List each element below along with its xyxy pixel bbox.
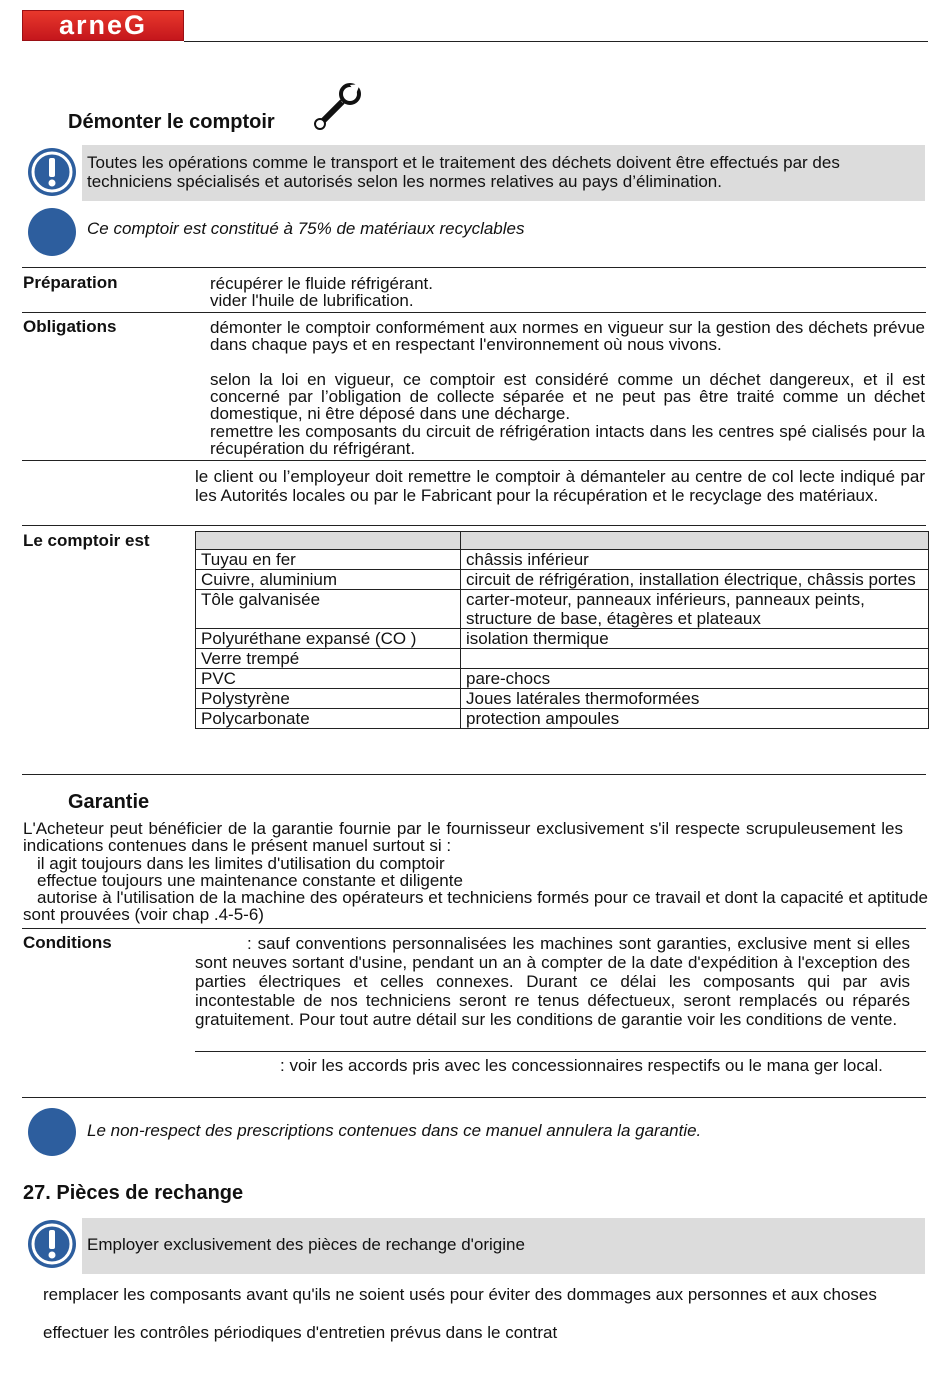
table-row bbox=[196, 649, 929, 669]
header-rule bbox=[184, 41, 928, 42]
preparation-line: vider l'huile de lubrification. bbox=[210, 291, 414, 310]
use-cell bbox=[461, 649, 929, 669]
warranty-void-note: Le non-respect des prescriptions contenues dans ce manuel annulera la garantie. bbox=[87, 1121, 702, 1140]
info-circle-icon bbox=[28, 1108, 76, 1156]
spare-parts-line: effectuer les contrôles périodiques d'entretien prévus dans le contrat bbox=[43, 1323, 558, 1342]
material-cell: Polycarbonate bbox=[196, 709, 461, 729]
table-row bbox=[196, 669, 929, 689]
dealers-text: : voir les accords pris avec les concessionnaires respectifs ou le mana ger local. bbox=[280, 1056, 883, 1075]
table-header-row bbox=[196, 532, 929, 550]
info-circle-icon bbox=[28, 208, 76, 256]
warranty-intro: L'Acheteur peut bénéficier de la garantie fournie par le fournisseur exclusivement s'il respecte scrupuleusement les indications contenues dans le présent manuel surtout si : bbox=[23, 819, 903, 855]
table-row bbox=[196, 709, 929, 729]
exclamation-warning-icon bbox=[27, 147, 77, 197]
materials-table bbox=[195, 531, 929, 729]
table-row bbox=[196, 570, 929, 590]
use-cell: Joues latérales thermoformées bbox=[461, 689, 929, 709]
rule bbox=[195, 1051, 926, 1052]
material-cell: Verre trempé bbox=[196, 649, 461, 669]
warranty-condition-item: il agit toujours dans les limites d'utilisation du comptoir bbox=[37, 854, 445, 873]
materials-label: Le comptoir est bbox=[23, 531, 150, 550]
preparation-label: Préparation bbox=[23, 273, 118, 292]
obligation-paragraph: remettre les composants du circuit de réfrigération intacts dans les centres spé cialisés pour la récupération du réfrigérant. bbox=[210, 422, 925, 458]
material-cell: Polystyrène bbox=[196, 689, 461, 709]
obligations-label: Obligations bbox=[23, 317, 117, 336]
spare-parts-title: 27. Pièces de rechange bbox=[23, 1182, 244, 1204]
rule bbox=[22, 460, 926, 461]
material-cell: Polyuréthane expansé (CO ) bbox=[196, 629, 461, 649]
dismantle-warning: Toutes les opérations comme le transport et le traitement des déchets doivent être effectués par des techniciens spécialisés et autorisés selon les normes relatives au pays d’élimination. bbox=[82, 145, 925, 201]
material-cell: Cuivre, aluminium bbox=[196, 570, 461, 590]
rule bbox=[22, 1097, 926, 1098]
client-note: le client ou l’employeur doit remettre le comptoir à démanteler au centre de col lecte indiqué par les Autorités locales ou par le Fabricant pour la récupération et le recyclage des matériaux. bbox=[195, 467, 925, 505]
obligation-paragraph: démonter le comptoir conformément aux normes en vigueur sur la gestion des déchets prévue dans chaque pays et en respectant l'environnement où nous vivons. bbox=[210, 318, 925, 354]
rule bbox=[22, 928, 926, 929]
use-cell: circuit de réfrigération, installation électrique, châssis portes bbox=[461, 570, 929, 590]
table-row bbox=[196, 590, 929, 629]
rule bbox=[22, 267, 926, 268]
dismantle-title: Démonter le comptoir bbox=[68, 111, 275, 133]
exclamation-warning-icon bbox=[27, 1219, 77, 1269]
rule bbox=[22, 774, 926, 775]
conditions-label: Conditions bbox=[23, 933, 112, 952]
table-row bbox=[196, 629, 929, 649]
use-cell: protection ampoules bbox=[461, 709, 929, 729]
material-cell: Tôle galvanisée bbox=[196, 590, 461, 629]
use-cell: pare-chocs bbox=[461, 669, 929, 689]
spare-parts-warning: Employer exclusivement des pièces de rechange d'origine bbox=[82, 1218, 925, 1274]
use-cell: isolation thermique bbox=[461, 629, 929, 649]
obligation-paragraph: selon la loi en vigueur, ce comptoir est considéré comme un déchet dangereux, et il est concerné par l’obligation de collecte séparée et ne peut pas être traité comme un déchet domestique, ni être déposé dans une décharge. bbox=[210, 370, 925, 423]
recyclable-note: Ce comptoir est constitué à 75% de matériaux recyclables bbox=[87, 219, 525, 238]
preparation-line: récupérer le fluide réfrigérant. bbox=[210, 274, 434, 293]
rule bbox=[22, 312, 926, 313]
warranty-title: Garantie bbox=[68, 791, 150, 813]
material-cell: PVC bbox=[196, 669, 461, 689]
wrench-icon bbox=[312, 82, 362, 132]
conditions-text: : sauf conventions personnalisées les machines sont garanties, exclusive ment si elles sont neuves sortant d'usine, pendant un an à compter de la date d'expédition à l'exception des parties électriques et celles connexes. Durant ce délai les composants qui par avis incontestable de nos techniciens seront re tenus défectueux, seront remplacés ou réparés gratuitement. Pour tout autre détail sur les conditions de garantie voir les conditions de vente. bbox=[195, 934, 910, 1029]
table-row bbox=[196, 550, 929, 570]
warranty-condition-item: effectue toujours une maintenance constante et diligente bbox=[37, 871, 463, 890]
warranty-condition-item: autorise à l'utilisation de la machine des opérateurs et techniciens formés pour ce travail et dont la capacité et aptitude sont prouvées (voir chap .4-5-6) bbox=[23, 888, 928, 924]
spare-parts-line: remplacer les composants avant qu'ils ne soient usés pour éviter des dommages aux personnes et aux choses bbox=[43, 1285, 877, 1304]
arneg-logo: arneG bbox=[22, 10, 184, 41]
use-cell: carter-moteur, panneaux inférieurs, panneaux peints, structure de base, étagères et plateaux bbox=[461, 590, 929, 629]
rule bbox=[22, 525, 926, 526]
use-cell: châssis inférieur bbox=[461, 550, 929, 570]
material-cell: Tuyau en fer bbox=[196, 550, 461, 570]
table-row bbox=[196, 689, 929, 709]
